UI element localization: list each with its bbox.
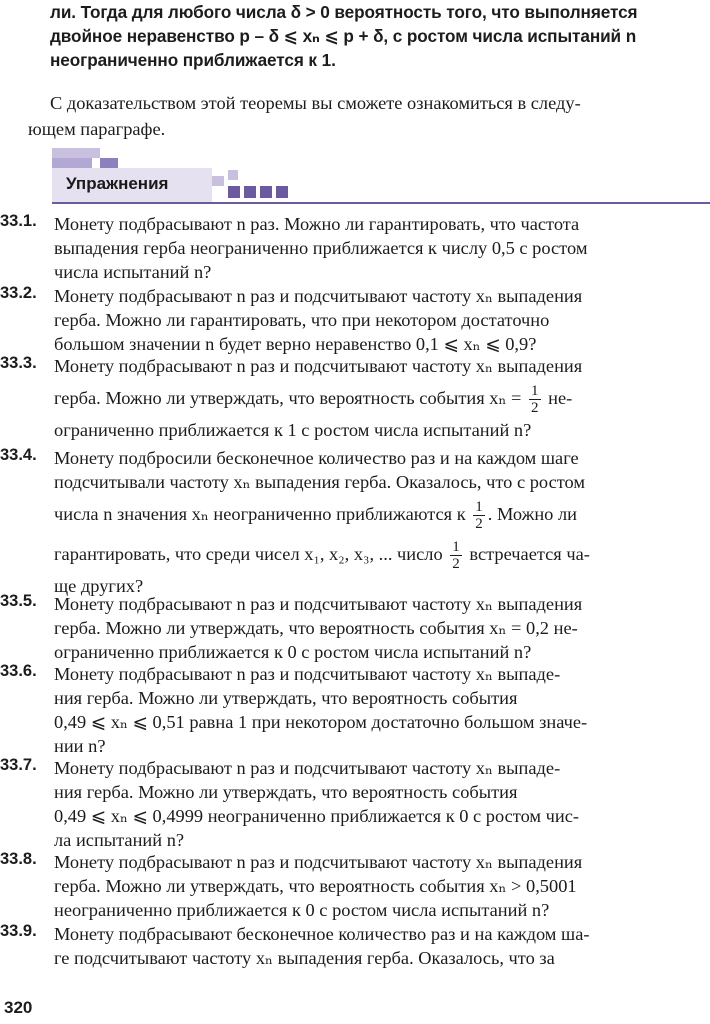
exercise-line: герба. Можно ли гарантировать, что при некотором достаточно [54,310,550,330]
exercise-line: нии n? [54,736,106,756]
theorem-line: ли. Тогда для любого числа δ > 0 вероятность того, что выполняется [50,2,638,22]
exercise-line: Монету подбрасывают n раз и подсчитывают частоту xₙ выпадения [54,356,583,376]
paragraph-line: ющем параграфе. [28,119,166,139]
exercise-line: неограниченно приближается к 0 с ростом числа испытаний n? [54,900,550,920]
exercise-line: большом значении n будет верно неравенство 0,1 ⩽ xₙ ⩽ 0,9? [54,334,537,354]
exercise-line: 0,49 ⩽ xₙ ⩽ 0,4999 неограниченно приближается к 0 с ростом чис- [54,806,580,826]
banner-square [100,158,118,168]
exercise-line: герба. Можно ли утверждать, что вероятность события xₙ = 0,2 не- [54,618,578,638]
banner-square [228,170,238,180]
exercise-number: 33.7. [0,756,37,774]
exercise-line: герба. Можно ли утверждать, что вероятность события xₙ > 0,5001 [54,876,577,896]
exercise-line: выпадения герба неограниченно приближается к числу 0,5 с ростом [54,238,588,258]
banner-square [52,148,100,158]
fraction-numerator: 1 [475,499,483,516]
fraction-one-half [529,383,541,416]
banner-square [244,186,256,198]
exercise-line: Монету подбрасывают n раз и подсчитывают частоту xₙ выпаде- [54,664,561,684]
fraction-one-half [450,539,462,572]
paragraph-line: С доказательством этой теоремы вы сможете ознакомиться в следу- [50,93,581,113]
exercise-line: ге подсчитывают частоту xₙ выпадения герба. Оказалось, что за [54,948,555,968]
page-number: 320 [4,998,33,1017]
exercise-line: подсчитывали частоту xₙ выпадения герба. Оказалось, что с ростом [54,472,586,492]
banner-square [276,186,288,198]
banner-square [228,186,240,198]
theorem-line: неограниченно приближается к 1. [50,50,336,70]
exercise-line: Монету подбрасывают бесконечное количество раз и на каждом ша- [54,924,590,944]
exercise-line: числа испытаний n? [54,262,212,282]
exercise-line: Монету подбрасывают n раз и подсчитывают частоту xₙ выпадения [54,594,583,614]
exercise-number: 33.8. [0,850,37,868]
section-banner [52,148,710,214]
exercise-number: 33.5. [0,592,37,610]
exercise-line: ще других? [54,576,144,596]
exercise-number: 33.9. [0,922,37,940]
fraction-one-half [473,499,485,532]
exercise-line-text: гарантировать, что среди чисел x₁, x₂, x₃, ... число [54,544,443,564]
theorem-line: двойное неравенство p – δ ⩽ xₙ ⩽ p + δ, с ростом числа испытаний n [50,26,637,46]
exercise-number: 33.6. [0,662,37,680]
exercise-line-text: не- [548,388,573,408]
section-title: Упражнения [66,174,169,193]
fraction-numerator: 1 [452,539,460,556]
exercise-line: ограниченно приближается к 1 с ростом числа испытаний n? [54,420,532,440]
exercise-number: 33.4. [0,446,37,464]
exercise-line: ния герба. Можно ли утверждать, что вероятность события [54,688,518,708]
exercise-line-text: герба. Можно ли утверждать, что вероятность события xₙ = [54,388,522,408]
exercise-number: 33.2. [0,284,37,302]
section-divider [52,202,710,204]
exercise-number: 33.1. [0,212,37,230]
exercise-number: 33.3. [0,354,37,372]
exercise-line: Монету подбросили бесконечное количество раз и на каждом шаге [54,448,579,468]
exercise-line: ния герба. Можно ли утверждать, что вероятность события [54,782,518,802]
exercise-line-text: . Можно ли [487,504,577,524]
theorem-text [50,0,698,72]
exercise-line-text: встречается ча- [469,544,590,564]
banner-square [212,176,224,186]
exercise-line: ла испытаний n? [54,830,185,850]
fraction-denominator: 2 [452,556,460,573]
fraction-denominator: 2 [475,516,483,533]
exercise-line [54,378,710,418]
exercise-line: Монету подбрасывают n раз. Можно ли гарантировать, что частота [54,214,580,234]
exercise-line-text: числа n значения xₙ неограниченно приближаются к [54,504,466,524]
exercise-line [54,494,710,534]
exercise-line: ограниченно приближается к 0 с ростом числа испытаний n? [54,642,532,662]
proof-reference-paragraph [28,90,700,142]
exercise-line: Монету подбрасывают n раз и подсчитывают частоту xₙ выпаде- [54,758,561,778]
exercise-line: Монету подбрасывают n раз и подсчитывают частоту xₙ выпадения [54,286,583,306]
exercise-line: Монету подбрасывают n раз и подсчитывают частоту xₙ выпадения [54,852,583,872]
exercise-line [54,534,710,574]
banner-square [260,186,272,198]
fraction-numerator: 1 [531,383,539,400]
banner-square [52,158,92,168]
fraction-denominator: 2 [531,400,539,417]
exercise-line: 0,49 ⩽ xₙ ⩽ 0,51 равна 1 при некотором достаточно большом значе- [54,712,588,732]
